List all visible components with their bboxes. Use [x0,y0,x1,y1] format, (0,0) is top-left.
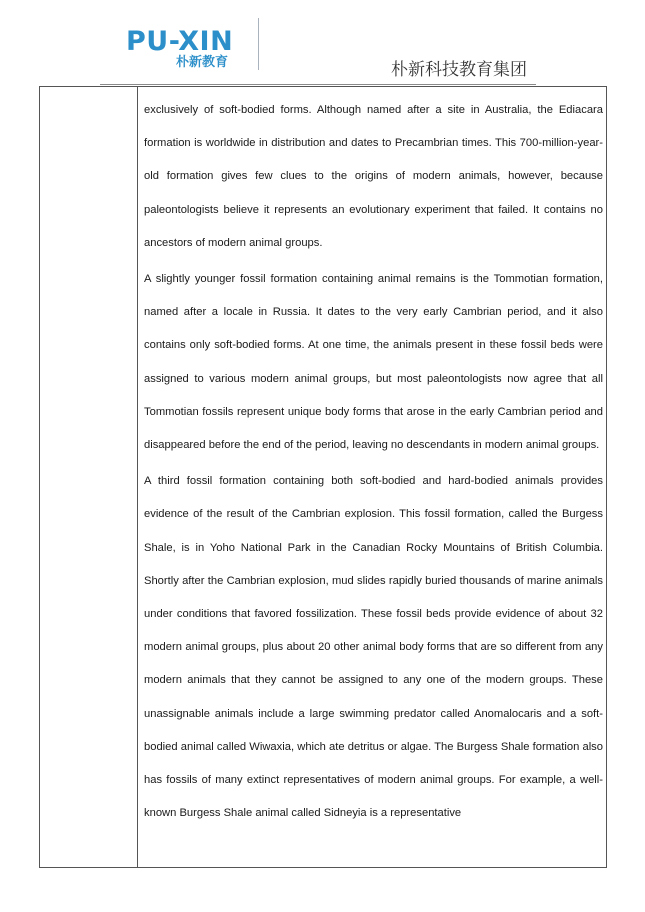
content-table [39,86,607,868]
paragraph-tommotian: A slightly younger fossil formation containing animal remains is the Tommotian formation, named after a locale in Russia. It dates to the very early Cambrian period, and it also contains only soft-bodied forms. At one time, the animals present in these fossil beds were assigned to various modern animal groups, but most paleontologists now agree that all Tommotian fossils represent unique body forms that arose in the early Cambrian period and disappeared before the end of the period, leaving no descendants in modern animal groups. [144,273,603,452]
puxin-logo [118,18,259,70]
page-header [0,0,645,90]
paragraph-ediacara: exclusively of soft-bodied forms. Although named after a site in Australia, the Ediacara formation is worldwide in distribution and dates to Precambrian times. This 700-million-year-old formation gives few clues to the origins of modern animals, however, because paleontologists believe it represents an evolutionary experiment that failed. It contains no ancestors of modern animal groups. [144,104,603,249]
header-divider [100,84,536,85]
group-name: 朴新科技教育集团 [391,60,527,80]
logo-wordmark: PU-XIN [126,26,234,57]
logo-chinese-name: 朴新教育 [176,55,229,70]
table-column-divider [137,87,138,867]
paragraph-burgess-shale: A third fossil formation containing both soft-bodied and hard-bodied animals provides evidence of the result of the Cambrian explosion. This fossil formation, called the Burgess Shale, is in Yoho National Park in the Canadian Rocky Mountains of British Columbia. Shortly after the Cambrian explosion, mud slides rapidly buried thousands of marine animals under conditions that favored fossilization. These fossil beds provide evidence of about 32 modern animal groups, plus about 20 other animal body forms that are so different from any modern animals that they cannot be assigned to any one of the modern groups. These unassignable animals include a large swimming predator called Anomalocaris and a soft-bodied animal called Wiwaxia, which ate detritus or algae. The Burgess Shale formation also has fossils of many extinct representatives of modern animal groups. For example, a well-known Burgess Shale animal called Sidneyia is a representative [144,475,603,820]
passage-text [144,94,603,833]
